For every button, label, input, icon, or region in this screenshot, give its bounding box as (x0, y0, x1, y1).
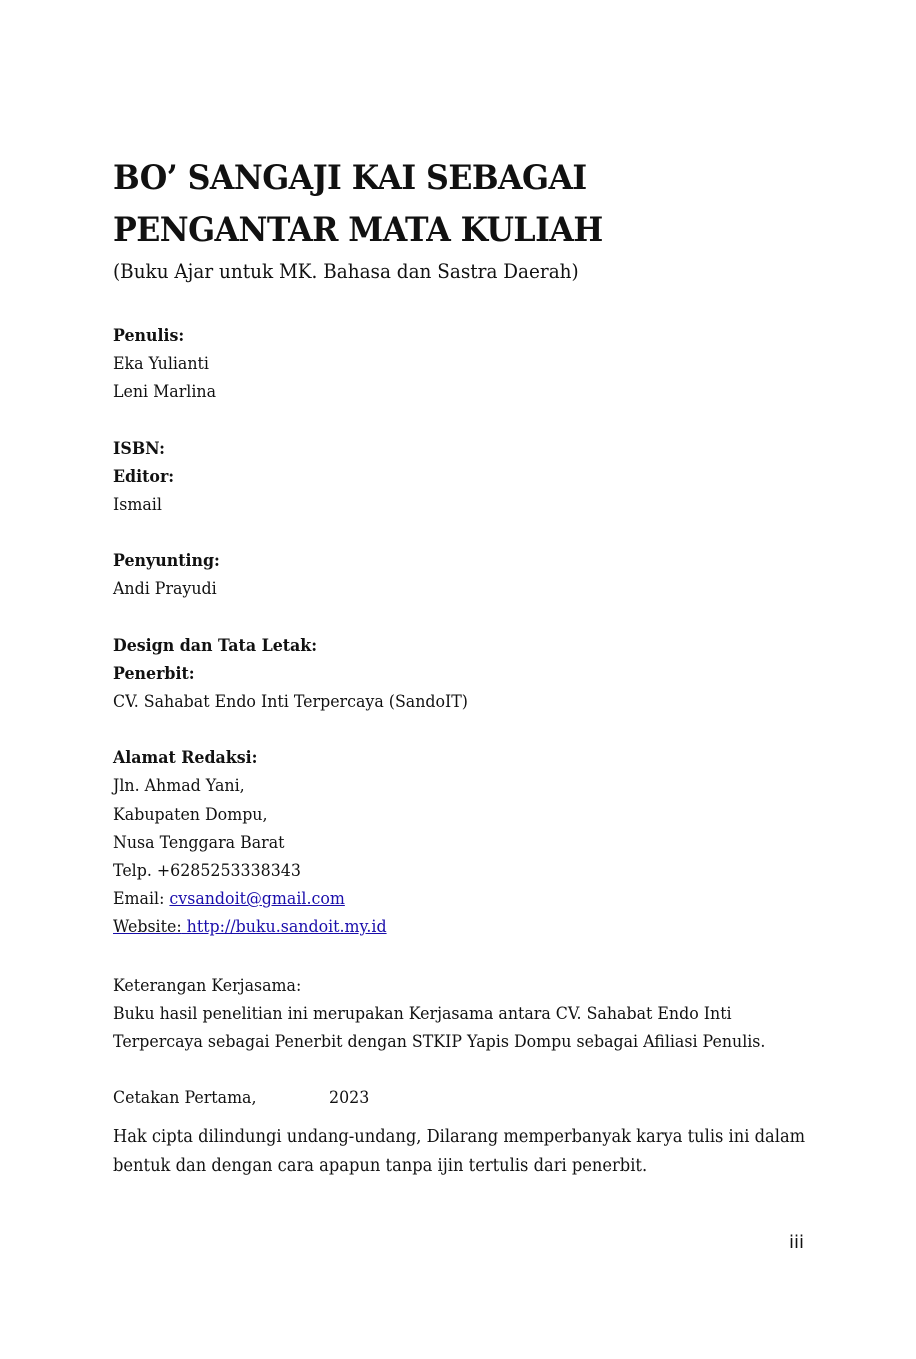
address-label: Alamat Redaksi: (113, 748, 258, 769)
phone-line: Telp. +6285253338343 (113, 861, 301, 882)
website-url: http://buku.sandoit.my.id (181, 917, 387, 938)
book-title-line-2: PENGANTAR MATA KULIAH (113, 210, 603, 250)
credits-section (113, 322, 811, 942)
design-label: Design dan Tata Letak: (113, 635, 318, 656)
book-title (113, 152, 820, 256)
address-line: Jln. Ahmad Yani, (113, 776, 245, 797)
printing-edition (113, 1084, 811, 1112)
publisher-label: Penerbit: (113, 663, 195, 684)
cooperation-label: Keterangan Kerjasama: (113, 975, 302, 996)
penyunting-label: Penyunting: (113, 551, 220, 572)
printing-label: Cetakan Pertama, (113, 1088, 257, 1109)
address-line: Nusa Tenggara Barat (113, 832, 285, 853)
website-link[interactable] (113, 917, 387, 937)
copyright-notice: Hak cipta dilindungi undang-undang, Dilarang memperbanyak karya tulis ini dalam bentuk dan dengan cara apapun tanpa ijin tertulis dari penerbit. (113, 1127, 806, 1176)
penyunting-name: Andi Prayudi (113, 579, 217, 600)
page-number: iii (788, 1232, 804, 1253)
website-line (113, 913, 811, 941)
publisher-name: CV. Sahabat Endo Inti Terpercaya (SandoIT) (113, 692, 468, 713)
isbn-label: ISBN: (113, 438, 165, 459)
editor-name: Ismail (113, 495, 162, 516)
email-line (113, 885, 811, 913)
cooperation-text: Buku hasil penelitian ini merupakan Kerjasama antara CV. Sahabat Endo Inti Terpercaya sebagai Penerbit dengan STKIP Yapis Dompu sebagai Afiliasi Penulis. (113, 1003, 766, 1053)
authors-label: Penulis: (113, 326, 185, 346)
email-link[interactable]: cvsandoit@gmail.com (169, 889, 345, 910)
author-name: Leni Marlina (113, 382, 217, 403)
colophon-page (113, 152, 813, 1180)
author-name: Eka Yulianti (113, 354, 209, 375)
book-title-line-1: BO’ SANGAJI KAI SEBAGAI (113, 158, 587, 198)
email-label: Email: (113, 889, 170, 910)
book-subtitle: (Buku Ajar untuk MK. Bahasa dan Sastra Daerah) (113, 259, 579, 283)
cooperation-section (113, 972, 811, 1057)
website-label: Website: (113, 917, 182, 938)
printing-year: 2023 (329, 1088, 370, 1109)
address-line: Kabupaten Dompu, (113, 804, 268, 825)
editor-label: Editor: (113, 466, 175, 487)
